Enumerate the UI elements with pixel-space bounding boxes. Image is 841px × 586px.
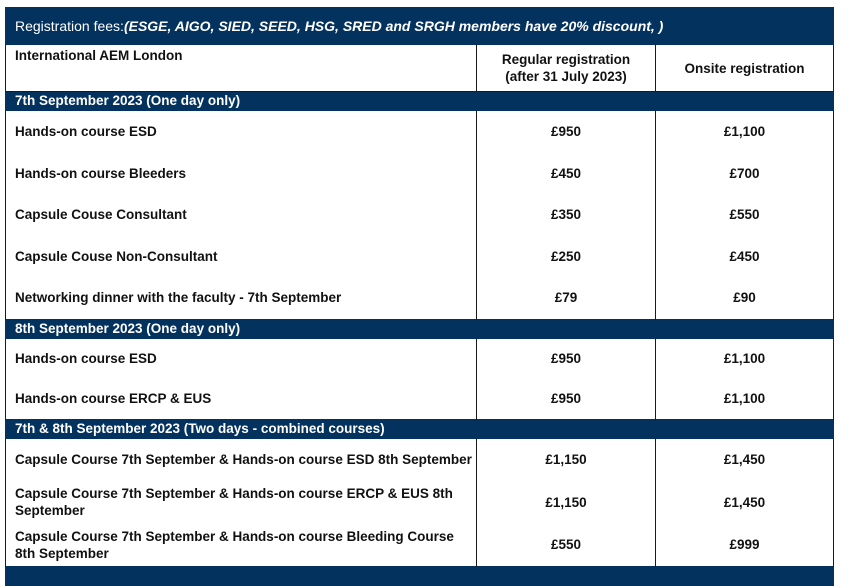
section-title: 7th & 8th September 2023 (Two days - combined courses) xyxy=(6,419,834,438)
regular-price: £350 xyxy=(477,194,656,236)
table-row xyxy=(6,379,834,420)
regular-price: £1,150 xyxy=(477,438,656,481)
table-row xyxy=(6,438,834,481)
header-regular-line1: Regular registration xyxy=(501,52,631,67)
section-title: 7th September 2023 (One day only) xyxy=(6,92,834,111)
regular-price: £79 xyxy=(477,277,656,319)
onsite-price: £1,100 xyxy=(656,338,834,379)
table-row xyxy=(6,153,834,195)
header-regular xyxy=(477,45,656,92)
table-row xyxy=(6,338,834,379)
table-row xyxy=(6,481,834,524)
onsite-price: £550 xyxy=(656,194,834,236)
course-name: Hands-on course Bleeders xyxy=(6,153,477,195)
column-header-row xyxy=(6,45,834,92)
course-name: Hands-on course ESD xyxy=(6,111,477,153)
course-name: Capsule Course 7th September & Hands-on course Bleeding Course 8th September xyxy=(6,524,477,567)
section-title: 8th September 2023 (One day only) xyxy=(6,319,834,338)
onsite-price: £1,100 xyxy=(656,379,834,420)
regular-price: £950 xyxy=(477,338,656,379)
title-row xyxy=(6,8,834,45)
onsite-price: £1,450 xyxy=(656,481,834,524)
footer-bar xyxy=(6,567,834,586)
title-cell xyxy=(6,8,834,45)
regular-price: £950 xyxy=(477,379,656,420)
discount-note: (ESGE, AIGO, SIED, SEED, HSG, SRED and SRGH members have 20% discount, ) xyxy=(123,18,664,34)
onsite-price: £90 xyxy=(656,277,834,319)
course-name: Capsule Course 7th September & Hands-on course ERCP & EUS 8th September xyxy=(6,481,477,524)
section-header xyxy=(6,92,834,111)
regular-price: £1,150 xyxy=(477,481,656,524)
table-row xyxy=(6,236,834,278)
onsite-price: £1,100 xyxy=(656,111,834,153)
table-row xyxy=(6,194,834,236)
onsite-price: £700 xyxy=(656,153,834,195)
regular-price: £250 xyxy=(477,236,656,278)
registration-fees-sheet xyxy=(5,7,833,586)
section-header xyxy=(6,319,834,338)
regular-price: £450 xyxy=(477,153,656,195)
course-name: Hands-on course ERCP & EUS xyxy=(6,379,477,420)
header-regular-line2: (after 31 July 2023) xyxy=(505,69,627,84)
course-name: Capsule Couse Consultant xyxy=(6,194,477,236)
title-label: Registration fees: xyxy=(15,18,124,34)
footer-cell xyxy=(6,567,834,586)
course-name: Capsule Course 7th September & Hands-on course ESD 8th September xyxy=(6,438,477,481)
table-row xyxy=(6,524,834,567)
section-header xyxy=(6,419,834,438)
regular-price: £950 xyxy=(477,111,656,153)
regular-price: £550 xyxy=(477,524,656,567)
course-name: Capsule Couse Non-Consultant xyxy=(6,236,477,278)
header-event: International AEM London xyxy=(6,45,477,92)
table-row xyxy=(6,111,834,153)
registration-fees-table xyxy=(5,7,834,586)
header-onsite: Onsite registration xyxy=(656,45,834,92)
course-name: Networking dinner with the faculty - 7th September xyxy=(6,277,477,319)
onsite-price: £450 xyxy=(656,236,834,278)
table-row xyxy=(6,277,834,319)
course-name: Hands-on course ESD xyxy=(6,338,477,379)
onsite-price: £999 xyxy=(656,524,834,567)
onsite-price: £1,450 xyxy=(656,438,834,481)
